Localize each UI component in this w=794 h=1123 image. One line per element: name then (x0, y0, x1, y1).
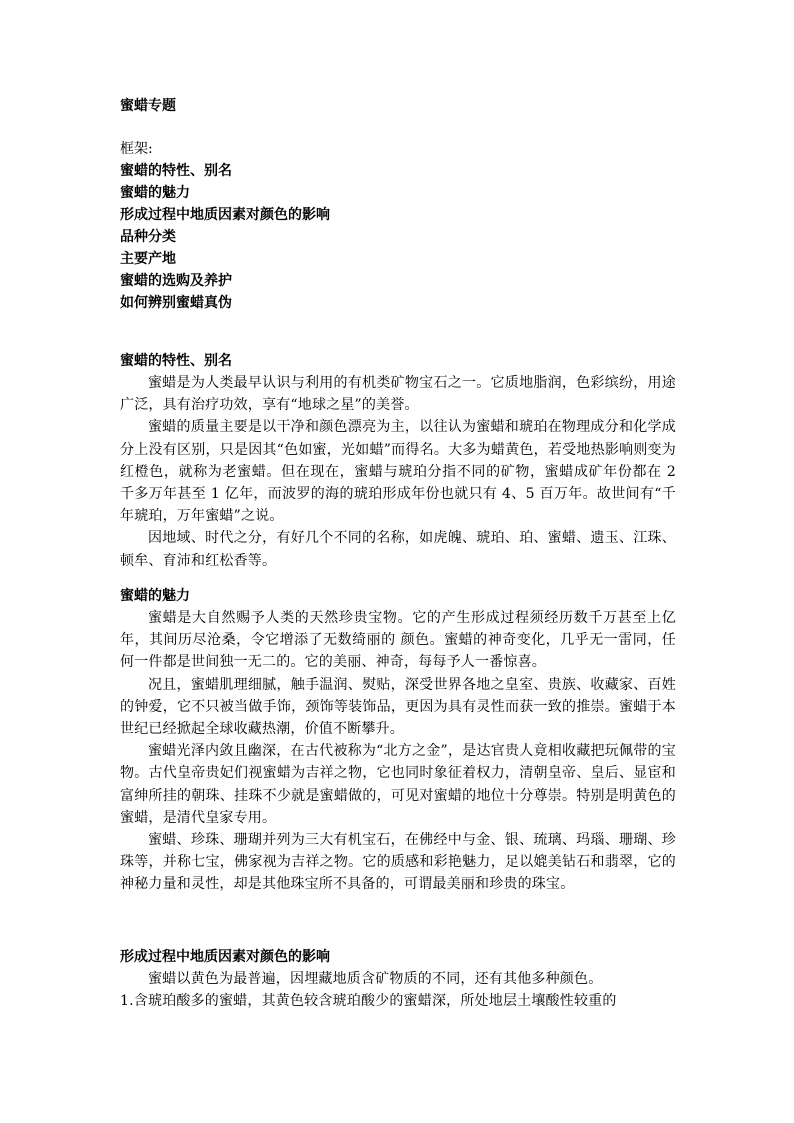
section-heading: 蜜蜡的特性、别名 (120, 353, 232, 369)
outline (120, 138, 330, 314)
paragraph: 蜜蜡以黄色为最普遍，因埋藏地质含矿物质的不同，还有其他多种颜色。 (148, 971, 603, 987)
outline-item: 蜜蜡的选购及养护 (120, 273, 232, 289)
outline-item: 品种分类 (120, 229, 176, 245)
outline-item: 蜜蜡的特性、别名 (120, 163, 232, 179)
paragraph: 蜜蜡是为人类最早认识与利用的有机类矿物宝石之一。它质地脂润，色彩缤纷，用途广泛，具有治疗功效，享有“地球之星”的美誉。 (120, 375, 676, 414)
section-charm (120, 585, 676, 896)
section-heading: 形成过程中地质因素对颜色的影响 (120, 949, 330, 965)
paragraph: 1.含琥珀酸多的蜜蜡，其黄色较含琥珀酸少的蜜蜡深，所处地层土壤酸性较重的 (120, 993, 617, 1010)
paragraph: 况且，蜜蜡肌理细腻，触手温润、熨贴，深受世界各地之皇室、贵族、收藏家、百姓的钟爱，它不只被当做手饰，颈饰等装饰品，更因为具有灵性而获一致的推崇。蜜蜡于本世纪已经掀起全球收藏热潮，价值不断攀升。 (120, 676, 676, 738)
outline-item: 蜜蜡的魅力 (120, 185, 190, 201)
section-color-factors (120, 946, 676, 1012)
paragraph: 因地域、时代之分，有好几个不同的名称，如虎魄、琥珀、珀、蜜蜡、遗玉、江珠、顿牟、育沛和红松香等。 (120, 530, 676, 569)
section-properties (120, 350, 676, 572)
outline-item: 主要产地 (120, 251, 176, 267)
outline-item: 如何辨别蜜蜡真伪 (120, 295, 232, 311)
outline-item: 形成过程中地质因素对颜色的影响 (120, 207, 330, 223)
document-title: 蜜蜡专题 (120, 98, 176, 114)
paragraph: 蜜蜡的质量主要是以干净和颜色漂亮为主，以往认为蜜蜡和琥珀在物理成分和化学成分上没有区别，只是因其“色如蜜，光如蜡”而得名。大多为蜡黄色，若受地热影响则变为红橙色，就称为老蜜蜡。但在现在，蜜蜡与琥珀分指不同的矿物，蜜蜡成矿年份都在 2 千多万年甚至 1 亿年，而波罗的海的琥珀形成年份也就只有 4、5 百万年。故世间有“千年琥珀，万年蜜蜡”之说。 (120, 419, 676, 525)
section-heading: 蜜蜡的魅力 (120, 588, 190, 604)
paragraph: 蜜蜡、珍珠、珊瑚并列为三大有机宝石，在佛经中与金、银、琉璃、玛瑙、珊瑚、珍珠等，并称七宝，佛家视为吉祥之物。它的质感和彩艳魅力，足以媲美钻石和翡翠，它的神秘力量和灵性，却是其他珠宝所不具备的，可谓最美丽和珍贵的珠宝。 (120, 832, 676, 893)
paragraph: 蜜蜡光泽内敛且幽深，在古代被称为“北方之金”，是达官贵人竟相收藏把玩佩带的宝物。古代皇帝贵妃们视蜜蜡为吉祥之物，它也同时象征着权力，清朝皇帝、皇后、显宦和富绅所挂的朝珠、挂珠不少就是蜜蜡做的，可见对蜜蜡的地位十分尊崇。特别是明黄色的蜜蜡，是清代皇家专用。 (120, 743, 676, 826)
outline-label: 框架: (120, 141, 153, 157)
paragraph: 蜜蜡是大自然赐予人类的天然珍贵宝物。它的产生形成过程须经历数千万甚至上亿年，其间历尽沧桑，令它增添了无数绮丽的 颜色。蜜蜡的神奇变化，几乎无一雷同，任何一件都是世间独一无二的。它的美丽、神奇，每每予人一番惊喜。 (120, 610, 676, 671)
